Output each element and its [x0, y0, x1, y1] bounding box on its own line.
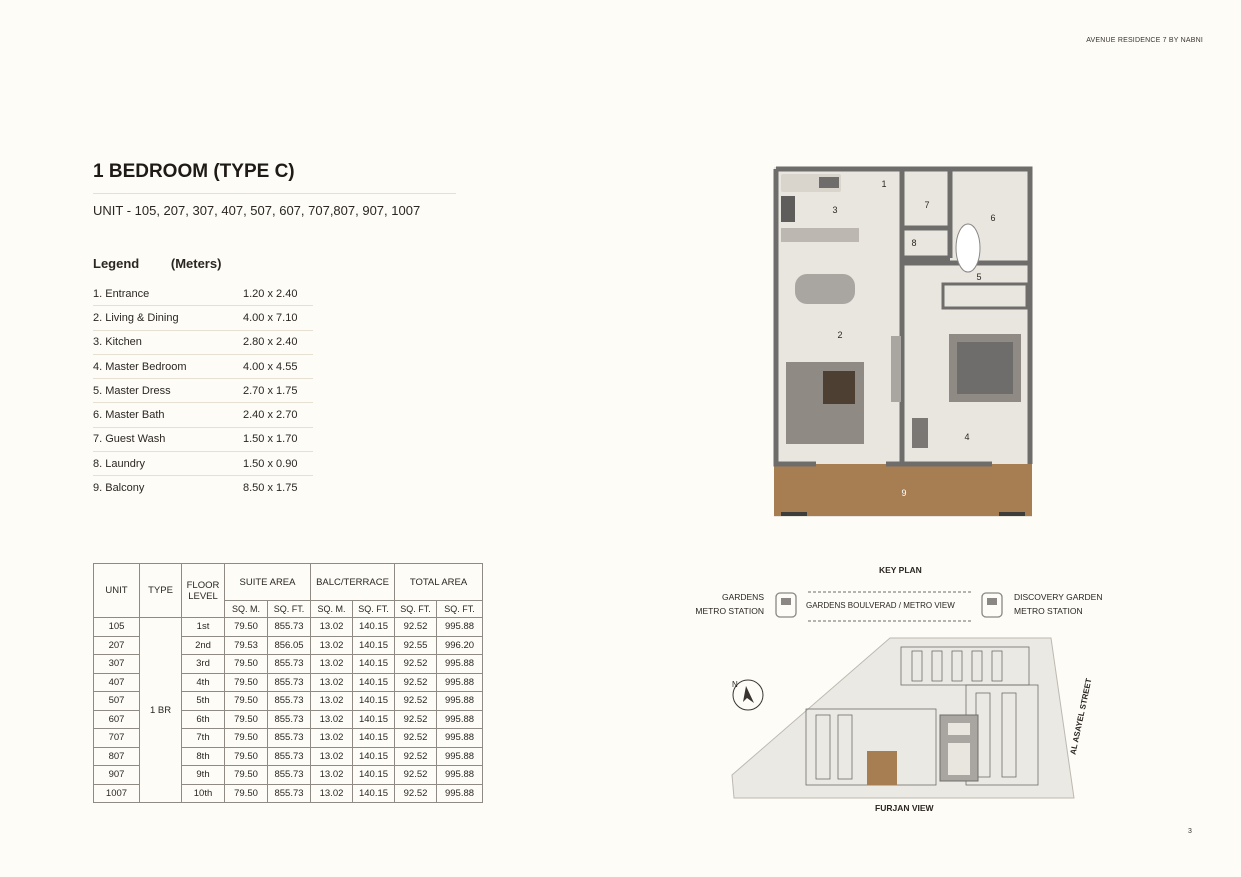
room-label-6: 6: [990, 213, 996, 223]
floor-plan: [773, 166, 1033, 518]
cell-suite-sqm: 79.50: [225, 692, 268, 711]
cell-unit: 507: [94, 692, 140, 711]
room-label-5: 5: [976, 272, 982, 282]
cell-floor: 10th: [182, 784, 225, 803]
cell-unit: 1007: [94, 784, 140, 803]
cell-floor: 3rd: [182, 655, 225, 674]
subheader: SQ. M.: [225, 601, 268, 618]
room-size: 1.20 x 2.40: [243, 287, 298, 300]
cell-floor: 6th: [182, 710, 225, 729]
room-name: 2. Living & Dining: [93, 311, 179, 324]
cell-balc-sqm: 13.02: [311, 784, 353, 803]
cell-total-1: 92.52: [395, 673, 437, 692]
cell-total-1: 92.52: [395, 729, 437, 748]
cell-floor: 9th: [182, 766, 225, 785]
room-size: 2.70 x 1.75: [243, 384, 298, 397]
header-floor-level: FLOOR LEVEL: [182, 564, 225, 618]
room-name: 8. Laundry: [93, 457, 145, 470]
legend-row: [93, 476, 313, 499]
cell-unit: 807: [94, 747, 140, 766]
legend-row: [93, 379, 313, 403]
cell-total-2: 995.88: [437, 747, 483, 766]
room-size: 1.50 x 1.70: [243, 433, 298, 446]
cell-floor: 7th: [182, 729, 225, 748]
page-number: 3: [1188, 828, 1192, 835]
room-label-3: 3: [832, 205, 838, 215]
room-name: 9. Balcony: [93, 482, 145, 495]
legend-unit-label: (Meters): [170, 256, 222, 271]
cell-balc-sqm: 13.02: [311, 655, 353, 674]
cell-balc-sqm: 13.02: [311, 618, 353, 637]
room-size: 4.00 x 4.55: [243, 360, 298, 373]
cell-total-1: 92.52: [395, 655, 437, 674]
cell-unit: 607: [94, 710, 140, 729]
cell-balc-sqm: 13.02: [311, 729, 353, 748]
cell-total-2: 995.88: [437, 710, 483, 729]
legend-row: [93, 452, 313, 476]
cell-balc-sqft: 140.15: [353, 729, 395, 748]
subheader: SQ. FT.: [353, 601, 395, 618]
legend-row: [93, 403, 313, 427]
cell-unit: 707: [94, 729, 140, 748]
room-size: 2.80 x 2.40: [243, 336, 298, 349]
cell-floor: 5th: [182, 692, 225, 711]
cell-total-2: 995.88: [437, 784, 483, 803]
subheader: SQ. FT.: [395, 601, 437, 618]
room-label-7: 7: [924, 200, 930, 210]
cell-balc-sqft: 140.15: [353, 618, 395, 637]
header-suite-area: SUITE AREA: [225, 564, 311, 601]
room-size: 1.50 x 0.90: [243, 457, 298, 470]
room-size: 8.50 x 1.75: [243, 482, 298, 495]
cell-suite-sqm: 79.50: [225, 766, 268, 785]
legend-heading: [93, 256, 221, 271]
cell-suite-sqft: 855.73: [268, 655, 311, 674]
legend-row: [93, 428, 313, 452]
unit-highlight: [867, 751, 897, 785]
cell-balc-sqft: 140.15: [353, 636, 395, 655]
cell-total-1: 92.52: [395, 747, 437, 766]
room-size: 4.00 x 7.10: [243, 311, 298, 324]
cell-balc-sqft: 140.15: [353, 747, 395, 766]
header-total-area: TOTAL AREA: [395, 564, 483, 601]
cell-total-2: 995.88: [437, 673, 483, 692]
cell-suite-sqft: 855.73: [268, 784, 311, 803]
cell-floor: 1st: [182, 618, 225, 637]
cell-suite-sqft: 855.73: [268, 673, 311, 692]
cell-suite-sqm: 79.50: [225, 673, 268, 692]
cell-suite-sqm: 79.50: [225, 618, 268, 637]
room-name: 4. Master Bedroom: [93, 360, 187, 373]
cell-floor: 4th: [182, 673, 225, 692]
cell-balc-sqm: 13.02: [311, 710, 353, 729]
cell-unit: 407: [94, 673, 140, 692]
room-name: 5. Master Dress: [93, 384, 171, 397]
cell-total-1: 92.55: [395, 636, 437, 655]
cell-total-2: 995.88: [437, 692, 483, 711]
site-outline: [732, 638, 1074, 798]
table-row: [94, 618, 483, 637]
area-table: [93, 563, 483, 803]
cell-total-1: 92.52: [395, 710, 437, 729]
cell-total-2: 995.88: [437, 729, 483, 748]
cell-type: 1 BR: [140, 618, 182, 803]
header-type: TYPE: [140, 564, 182, 618]
cell-suite-sqm: 79.50: [225, 747, 268, 766]
cell-suite-sqft: 856.05: [268, 636, 311, 655]
boulevard-label: GARDENS BOULVERAD / METRO VIEW: [806, 601, 955, 610]
cell-total-2: 995.88: [437, 655, 483, 674]
cell-suite-sqm: 79.50: [225, 655, 268, 674]
cell-balc-sqm: 13.02: [311, 692, 353, 711]
room-name: 6. Master Bath: [93, 409, 165, 422]
cell-floor: 8th: [182, 747, 225, 766]
cell-balc-sqm: 13.02: [311, 673, 353, 692]
cell-suite-sqm: 79.50: [225, 784, 268, 803]
cell-unit: 307: [94, 655, 140, 674]
cell-total-2: 996.20: [437, 636, 483, 655]
cell-unit: 207: [94, 636, 140, 655]
cell-suite-sqm: 79.50: [225, 729, 268, 748]
cell-total-2: 995.88: [437, 766, 483, 785]
room-name: 1. Entrance: [93, 287, 150, 300]
legend-row: [93, 331, 313, 355]
legend-row: [93, 282, 313, 306]
cell-balc-sqft: 140.15: [353, 655, 395, 674]
cell-total-1: 92.52: [395, 766, 437, 785]
subheader: SQ. M.: [311, 601, 353, 618]
header-balc-terrace: BALC/TERRACE: [311, 564, 395, 601]
cell-suite-sqft: 855.73: [268, 747, 311, 766]
cell-balc-sqm: 13.02: [311, 636, 353, 655]
unit-list: UNIT - 105, 207, 307, 407, 507, 607, 707,807, 907, 1007: [93, 203, 421, 218]
page-title: 1 BEDROOM (TYPE C): [93, 161, 295, 182]
cell-total-2: 995.88: [437, 618, 483, 637]
compass-n-label: N: [732, 680, 738, 689]
subheader: SQ. FT.: [268, 601, 311, 618]
cell-suite-sqft: 855.73: [268, 710, 311, 729]
cell-total-1: 92.52: [395, 784, 437, 803]
cell-total-1: 92.52: [395, 618, 437, 637]
cell-suite-sqm: 79.50: [225, 710, 268, 729]
cell-balc-sqft: 140.15: [353, 766, 395, 785]
keyplan-title: KEY PLAN: [879, 565, 922, 575]
brand-header: AVENUE RESIDENCE 7 BY NABNI: [1086, 37, 1203, 44]
room-label-8: 8: [911, 238, 917, 248]
room-label-4: 4: [964, 432, 970, 442]
cell-balc-sqft: 140.15: [353, 692, 395, 711]
right-station-name: DISCOVERY GARDEN: [1014, 592, 1103, 602]
legend-title: Legend: [93, 256, 140, 271]
title-divider: [93, 193, 456, 194]
furjan-view-label: FURJAN VIEW: [875, 803, 934, 813]
cell-balc-sqft: 140.15: [353, 710, 395, 729]
cell-balc-sqft: 140.15: [353, 673, 395, 692]
street-label: AL ASAYEL STREET: [1068, 677, 1094, 756]
room-size: 2.40 x 2.70: [243, 409, 298, 422]
cell-total-1: 92.52: [395, 692, 437, 711]
cell-balc-sqm: 13.02: [311, 766, 353, 785]
cell-unit: 105: [94, 618, 140, 637]
room-label-9: 9: [901, 488, 907, 498]
key-plan: [726, 585, 1086, 805]
boulevard-lines: [808, 592, 971, 621]
legend-list: [93, 282, 313, 500]
cell-suite-sqft: 855.73: [268, 618, 311, 637]
header-unit: UNIT: [94, 564, 140, 618]
left-station-name: GARDENS: [721, 592, 764, 602]
room-label-1: 1: [881, 179, 887, 189]
cell-balc-sqft: 140.15: [353, 784, 395, 803]
cell-suite-sqft: 855.73: [268, 729, 311, 748]
cell-suite-sqm: 79.53: [225, 636, 268, 655]
right-station-sub: METRO STATION: [1014, 606, 1083, 616]
room-label-2: 2: [837, 330, 843, 340]
room-name: 7. Guest Wash: [93, 433, 166, 446]
room-name: 3. Kitchen: [93, 336, 142, 349]
left-station-sub: METRO STATION: [695, 606, 764, 616]
cell-unit: 907: [94, 766, 140, 785]
cell-floor: 2nd: [182, 636, 225, 655]
cell-suite-sqft: 855.73: [268, 766, 311, 785]
cell-balc-sqm: 13.02: [311, 747, 353, 766]
cell-suite-sqft: 855.73: [268, 692, 311, 711]
subheader: SQ. FT.: [437, 601, 483, 618]
legend-row: [93, 355, 313, 379]
legend-row: [93, 306, 313, 330]
